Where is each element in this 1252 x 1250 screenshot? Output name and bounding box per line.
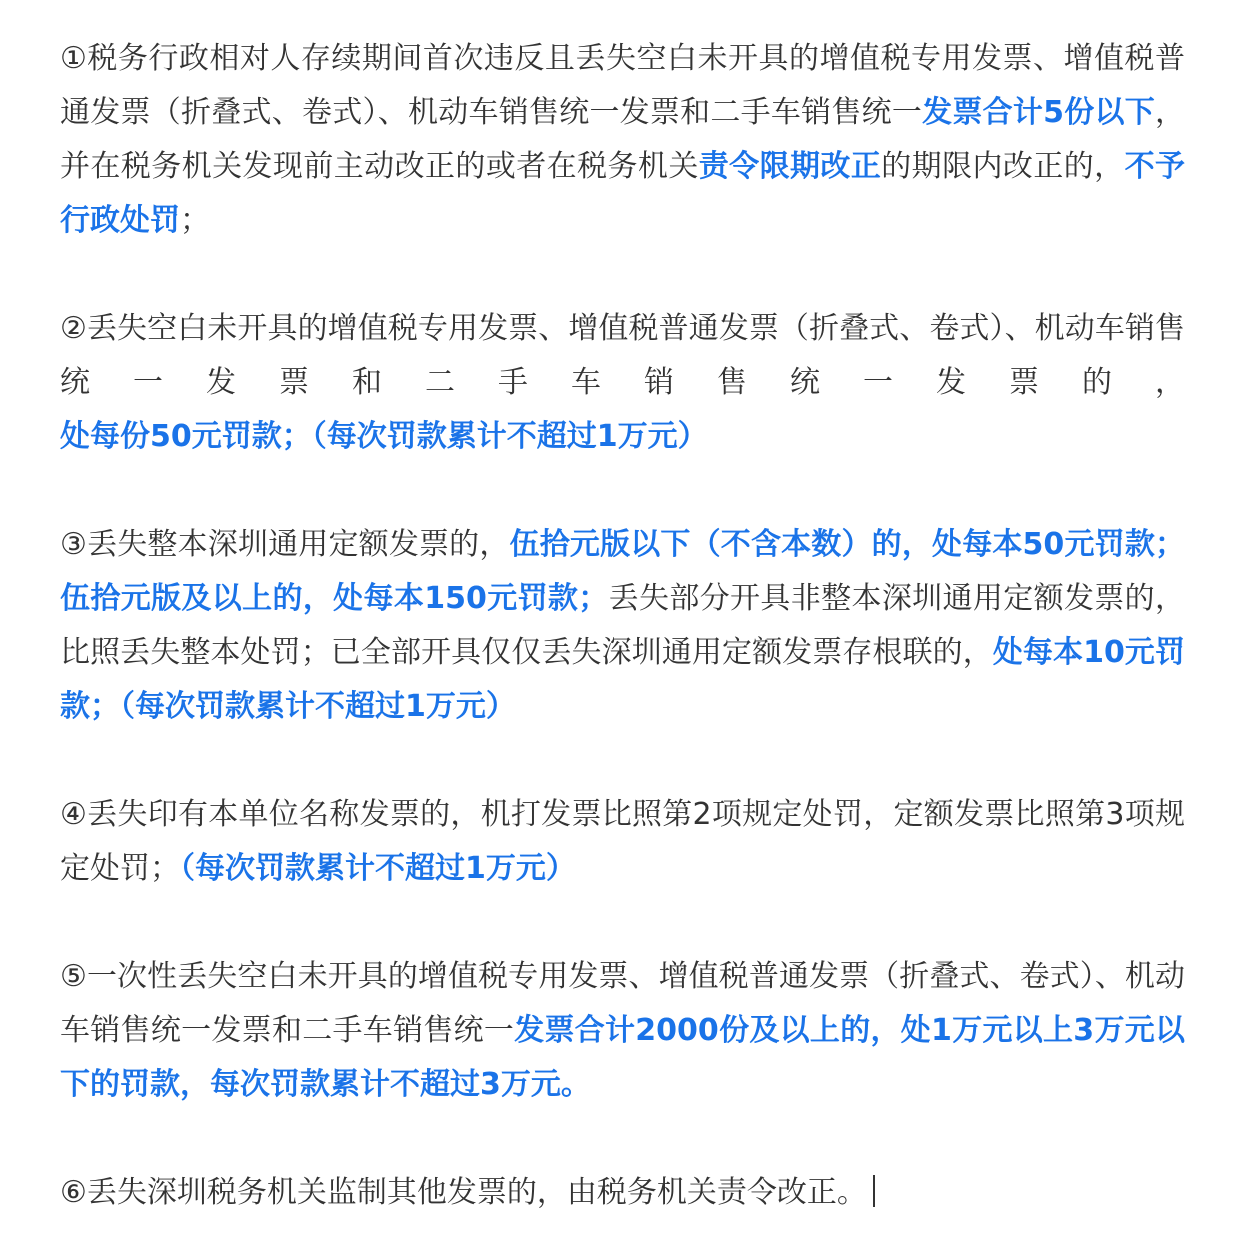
body-text: 丢失部分开具非整本深圳通用定额发票的，比照丢失整本处罚；已全部开具仅仅丢失深圳通用定额发票存根联的， [60, 581, 1185, 670]
highlighted-text: 伍拾元版以下（不含本数）的，处每本50元罚款；伍拾元版及以上的，处每本150元罚款； [60, 527, 1185, 616]
body-text: ⑤一次性丢失空白未开具的增值税专用发票、增值税普通发票（折叠式、卷式）、机动车销售统一发票和二手车销售统一 [60, 959, 1185, 1048]
highlighted-text: 发票合计5份以下 [922, 95, 1156, 130]
paragraph-4 [60, 788, 1185, 896]
highlighted-text: 发票合计2000份及以上的，处1万元以上3万元以下的罚款，每次罚款累计不超过3万元。 [60, 1013, 1186, 1102]
body-text: ②丢失空白未开具的增值税专用发票、增值税普通发票（折叠式、卷式）、机动车销售统一发票和二手车销售统一发票的， [60, 311, 1185, 400]
document-body [60, 32, 1185, 1220]
body-text: ； [180, 203, 210, 238]
highlighted-text: 处每份50元罚款；（每次罚款累计不超过1万元） [60, 419, 708, 454]
body-text: 的期限内改正的， [881, 149, 1125, 184]
highlighted-text: 责令限期改正 [698, 149, 882, 184]
paragraph-5 [60, 950, 1185, 1112]
paragraph-2 [60, 302, 1185, 464]
body-text: ④丢失印有本单位名称发票的，机打发票比照第2项规定处罚，定额发票比照第3项规定处罚； [60, 797, 1185, 886]
body-text: ，并在税务机关发现前主动改正的或者在税务机关 [60, 95, 1186, 184]
highlighted-text: 处每本10元罚款；（每次罚款累计不超过1万元） [60, 635, 1186, 724]
paragraph-3 [60, 518, 1185, 734]
body-text: ⑥丢失深圳税务机关监制其他发票的，由税务机关责令改正。 [60, 1175, 867, 1210]
highlighted-text: （每次罚款累计不超过1万元） [180, 851, 576, 886]
text-cursor [873, 1175, 875, 1207]
body-text: ③丢失整本深圳通用定额发票的， [60, 527, 510, 562]
paragraph-1 [60, 32, 1185, 248]
paragraph-6 [60, 1166, 1185, 1220]
body-text: ①税务行政相对人存续期间首次违反且丢失空白未开具的增值税专用发票、增值税普通发票（折叠式、卷式）、机动车销售统一发票和二手车销售统一 [60, 41, 1185, 130]
highlighted-text: 不予行政处罚 [60, 149, 1186, 238]
